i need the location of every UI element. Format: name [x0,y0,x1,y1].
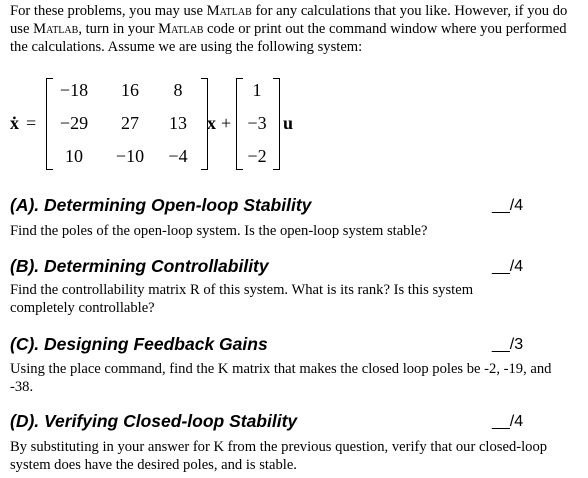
section-a-score: __/4 [492,197,524,214]
section-b-title: (B). Determining Controllability [10,256,269,276]
matrix-a-cell: 27 [121,113,139,133]
section-c-score: __/3 [492,336,524,353]
intro-text-2: for any calculations that you like. However, if you do use [10,3,568,37]
intro-text-4: code or print out the command window where you performed the calculations. Assume we are using the following system: [10,21,567,55]
equals-sign: = [26,113,37,133]
section-d-score: __/4 [492,413,524,430]
section-d-title: (D). Verifying Closed-loop Stability [10,411,298,431]
x-dot-symbol: ẋ [10,113,19,133]
intro-text-3: , turn in your [78,21,159,37]
matlab-word-2: Matlab [33,21,79,37]
section-a-body: Find the poles of the open-loop system. Is the open-loop system stable? [10,223,428,239]
matrix-a-cell: −18 [59,80,89,100]
section-b-score: __/4 [492,258,524,275]
intro-paragraph [10,2,586,56]
state-space-equation [10,76,310,172]
section-c-body: Using the place command, find the K matrix that makes the closed loop poles be -2, -19, and -38. [10,361,552,395]
matrix-a-cell: 16 [121,80,139,100]
matrix-a-cell: −29 [59,113,89,133]
section-d-body: By substituting in your answer for K from the previous question, verify that our closed-loop system does have the desired poles, and is stable. [10,439,548,473]
matlab-word-3: Matlab [158,21,204,37]
u-input-symbol: u [283,113,294,133]
matlab-word-1: Matlab [206,3,252,19]
matrix-b-cell: −2 [247,146,267,166]
plus-sign: + [221,113,232,133]
matrix-b-cell: −3 [247,113,267,133]
x-vector-symbol: x [207,113,216,133]
section-b-body: Find the controllability matrix R of this system. What is its rank? Is this system completely controllable? [10,282,474,316]
intro-text-1: For these problems, you may use [10,3,207,19]
section-a-title: (A). Determining Open-loop Stability [10,195,312,215]
matrix-a-cell: −4 [168,146,188,166]
matrix-b-right-bracket [273,78,280,170]
matrix-a-cell: 8 [173,80,183,100]
matrix-a-cell: −10 [115,146,145,166]
matrix-a-cell: 13 [169,113,187,133]
matrix-a-cell: 10 [65,146,83,166]
matrix-b-cell: 1 [252,80,262,100]
section-c-title: (C). Designing Feedback Gains [10,334,268,354]
